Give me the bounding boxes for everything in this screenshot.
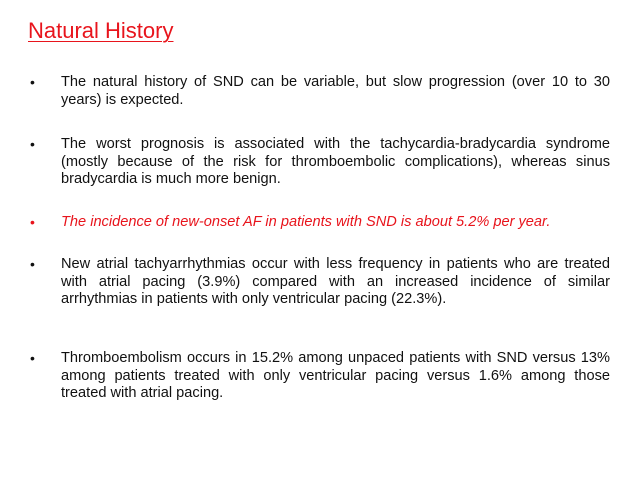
- bullet-item: [30, 350, 610, 404]
- bullet-item: [30, 74, 610, 110]
- bullet-item: [30, 136, 610, 190]
- bullet-item: [30, 256, 610, 310]
- bullet-marker: •: [30, 214, 35, 230]
- highlighted-bullet-item: [30, 214, 610, 234]
- slide-title: Natural History: [28, 18, 174, 43]
- bullet-text: New atrial tachyarrhythmias occur with less frequency in patients who are treated with atrial pacing (3.9%) compared with an increased incidence of similar arrhythmias in patients with only ventricular pacing (22.3%).: [61, 256, 610, 307]
- bullet-text: The incidence of new-onset AF in patients with SND is about 5.2% per year.: [61, 214, 551, 230]
- bullet-marker: •: [30, 350, 35, 366]
- bullet-marker: •: [30, 136, 35, 152]
- bullet-marker: •: [30, 256, 35, 272]
- bullet-text: The natural history of SND can be variable, but slow progression (over 10 to 30 years) is expected.: [61, 74, 610, 108]
- bullet-marker: •: [30, 74, 35, 90]
- bullet-text: The worst prognosis is associated with the tachycardia-bradycardia syndrome (mostly because of the risk for thromboembolic complications), whereas sinus bradycardia is much more benign.: [61, 136, 610, 187]
- bullet-text: Thromboembolism occurs in 15.2% among unpaced patients with SND versus 13% among patients treated with only ventricular pacing versus 1.6% among those treated with atrial pacing.: [61, 350, 610, 401]
